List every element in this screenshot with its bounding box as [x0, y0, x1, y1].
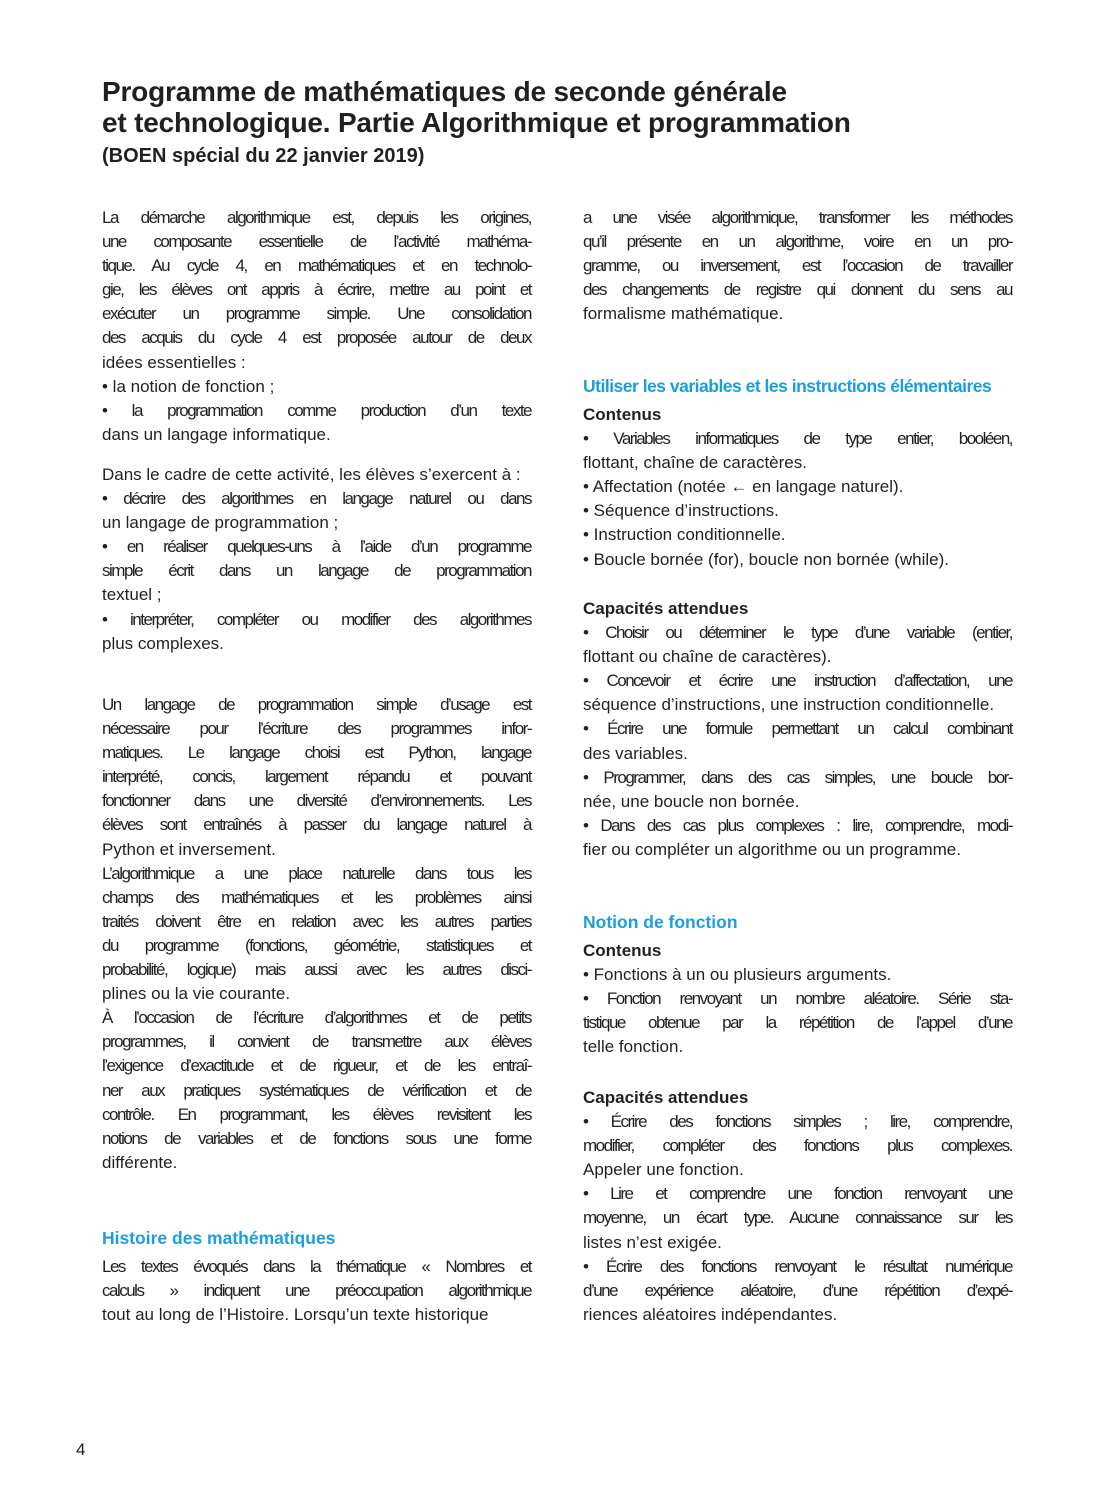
text-line: • la notion de fonction ;	[102, 376, 275, 396]
text-line: • Affectation (notée ← en langage naturel).	[583, 477, 904, 497]
text-line: calculs » indiquent une préoccupation algorithmique	[102, 1281, 531, 1301]
text-line: • Séquence d’instructions.	[583, 501, 779, 521]
text-line: matiques. Le langage choisi est Python, langage	[102, 743, 531, 763]
text-line: textuel ;	[102, 585, 162, 605]
contenus-list	[583, 963, 1012, 1059]
text-line: un langage de programmation ;	[102, 513, 339, 533]
text-line: • en réaliser quelques-uns à l’aide d’un programme	[102, 537, 531, 557]
text-line: • Écrire des fonctions renvoyant le résultat numérique	[583, 1256, 1012, 1276]
section-heading-fonction: Notion de fonction	[583, 912, 738, 932]
section-heading-histoire: Histoire des mathématiques	[102, 1228, 336, 1248]
text-line: tout au long de l’Histoire. Lorsqu’un texte historique	[102, 1305, 489, 1325]
text-line: Un langage de programmation simple d’usage est	[102, 695, 531, 714]
text-line: idées essentielles :	[102, 352, 246, 372]
contenus-list	[583, 427, 1012, 572]
text-line: flottant ou chaîne de caractères).	[583, 647, 832, 667]
text-line: • la programmation comme production d’un texte	[102, 400, 531, 420]
text-line: a une visée algorithmique, transformer les méthodes	[583, 208, 1012, 227]
text-line: À l’occasion de l’écriture d’algorithmes et de petits	[102, 1008, 531, 1028]
histoire-continued-paragraph	[583, 206, 1012, 326]
text-line: programmes, il convient de transmettre aux élèves	[102, 1032, 531, 1052]
text-line: • Écrire une formule permettant un calcul combinant	[583, 719, 1012, 739]
text-line: • décrire des algorithmes en langage naturel ou dans	[102, 489, 531, 509]
text-line: riences aléatoires indépendantes.	[583, 1304, 838, 1324]
text-line: moyenne, un écart type. Aucune connaissance sur les	[583, 1208, 1012, 1228]
text-line: • Variables informatiques de type entier, booléen,	[583, 429, 1012, 449]
text-line: • Dans des cas plus complexes : lire, comprendre, modi-	[583, 815, 1012, 835]
text-line: tistique obtenue par la répétition de l’appel d’une	[583, 1013, 1012, 1033]
text-line: • Écrire des fonctions simples ; lire, comprendre,	[583, 1112, 1012, 1132]
text-line: fier ou compléter un algorithme ou un programme.	[583, 839, 961, 859]
text-line: L’algorithmique a une place naturelle dans tous les	[102, 863, 531, 883]
variables-capacites	[583, 597, 1012, 862]
histoire-paragraph	[102, 1255, 531, 1327]
fonction-contenus	[583, 939, 1012, 1059]
variables-contenus	[583, 403, 1012, 572]
text-line: ner aux pratiques systématiques de vérification et de	[102, 1080, 531, 1100]
capacites-list	[583, 621, 1012, 862]
capacites-label: Capacités attendues	[583, 1088, 749, 1107]
text-line: contrôle. En programmant, les élèves revisitent les	[102, 1104, 531, 1124]
text-line: formalisme mathématique.	[583, 304, 784, 324]
contenus-label: Contenus	[583, 405, 662, 424]
text-line: Python et inversement.	[102, 839, 276, 859]
text-line: des acquis du cycle 4 est proposée autour de deux	[102, 328, 531, 348]
fonction-capacites	[583, 1086, 1012, 1327]
text-line: notions de variables et de fonctions sous une forme	[102, 1128, 531, 1148]
text-line: l’exigence d’exactitude et de rigueur, et de les entraî-	[102, 1056, 531, 1076]
text-line: élèves sont entraînés à passer du langage naturel à	[102, 815, 531, 835]
contenus-label: Contenus	[583, 941, 662, 960]
text-line: • interpréter, compléter ou modifier des algorithmes	[102, 609, 531, 629]
text-line: qu’il présente en un algorithme, voire en un pro-	[583, 232, 1012, 252]
text-line: telle fonction.	[583, 1037, 684, 1057]
text-line: modifier, compléter des fonctions plus complexes.	[583, 1136, 1012, 1156]
text-line: gie, les élèves ont appris à écrire, mettre au point et	[102, 280, 531, 300]
text-line: champs des mathématiques et les problèmes ainsi	[102, 887, 531, 907]
text-line: tique. Au cycle 4, en mathématiques et en technolo-	[102, 256, 531, 276]
section-heading-variables: Utiliser les variables et les instructions élémentaires	[583, 376, 992, 396]
text-line: séquence d’instructions, une instruction conditionnelle.	[583, 695, 995, 715]
text-line: d’une expérience aléatoire, d’une répétition d’expé-	[583, 1280, 1012, 1300]
page-subtitle: (BOEN spécial du 22 janvier 2019)	[102, 145, 425, 167]
page-title-line-1: Programme de mathématiques de seconde générale	[102, 76, 787, 107]
python-paragraphs	[102, 693, 531, 1175]
text-line: des variables.	[583, 743, 688, 763]
text-line: • Instruction conditionnelle.	[583, 525, 786, 545]
text-line: nécessaire pour l’écriture des programmes infor-	[102, 719, 531, 739]
text-line: du programme (fonctions, géométrie, statistiques et	[102, 935, 531, 955]
capacites-list	[583, 1110, 1012, 1327]
text-line: gramme, ou inversement, est l’occasion de travailler	[583, 256, 1012, 276]
capacites-label: Capacités attendues	[583, 599, 749, 618]
page-number: 4	[76, 1440, 86, 1459]
text-line: plus complexes.	[102, 633, 224, 653]
text-line: traités doivent être en relation avec les autres parties	[102, 911, 531, 931]
text-line: née, une boucle non bornée.	[583, 791, 800, 811]
text-line: probabilité, logique) mais aussi avec les autres disci-	[102, 960, 531, 980]
text-line: • Boucle bornée (for), boucle non bornée (while).	[583, 549, 949, 569]
text-line: simple écrit dans un langage de programmation	[102, 561, 531, 581]
page-title-line-2: et technologique. Partie Algorithmique et programmation	[102, 107, 851, 138]
text-line: une composante essentielle de l’activité mathéma-	[102, 232, 531, 252]
text-line: Les textes évoqués dans la thématique « Nombres et	[102, 1257, 531, 1276]
text-line: dans un langage informatique.	[102, 424, 331, 444]
text-line: Dans le cadre de cette activité, les élèves s’exercent à :	[102, 465, 521, 484]
text-line: • Fonction renvoyant un nombre aléatoire. Série sta-	[583, 989, 1012, 1009]
text-line: • Programmer, dans des cas simples, une boucle bor-	[583, 767, 1012, 787]
text-line: différente.	[102, 1152, 178, 1172]
text-line: fonctionner dans une diversité d’environnements. Les	[102, 791, 531, 811]
intro-paragraphs	[102, 206, 531, 447]
text-line: exécuter un programme simple. Une consolidation	[102, 304, 531, 324]
text-line: Appeler une fonction.	[583, 1160, 744, 1180]
text-line: • Concevoir et écrire une instruction d’affectation, une	[583, 671, 1012, 691]
activity-list	[102, 463, 531, 656]
text-line: • Lire et comprendre une fonction renvoyant une	[583, 1184, 1012, 1204]
text-line: des changements de registre qui donnent du sens au	[583, 280, 1012, 300]
text-line: listes n’est exigée.	[583, 1232, 722, 1252]
text-line: • Fonctions à un ou plusieurs arguments.	[583, 965, 892, 985]
text-line: interprété, concis, largement répandu et pouvant	[102, 767, 531, 787]
text-line: plines ou la vie courante.	[102, 984, 291, 1004]
text-line: flottant, chaîne de caractères.	[583, 453, 807, 473]
text-line: La démarche algorithmique est, depuis les origines,	[102, 208, 531, 227]
text-line: • Choisir ou déterminer le type d’une variable (entier,	[583, 623, 1012, 643]
